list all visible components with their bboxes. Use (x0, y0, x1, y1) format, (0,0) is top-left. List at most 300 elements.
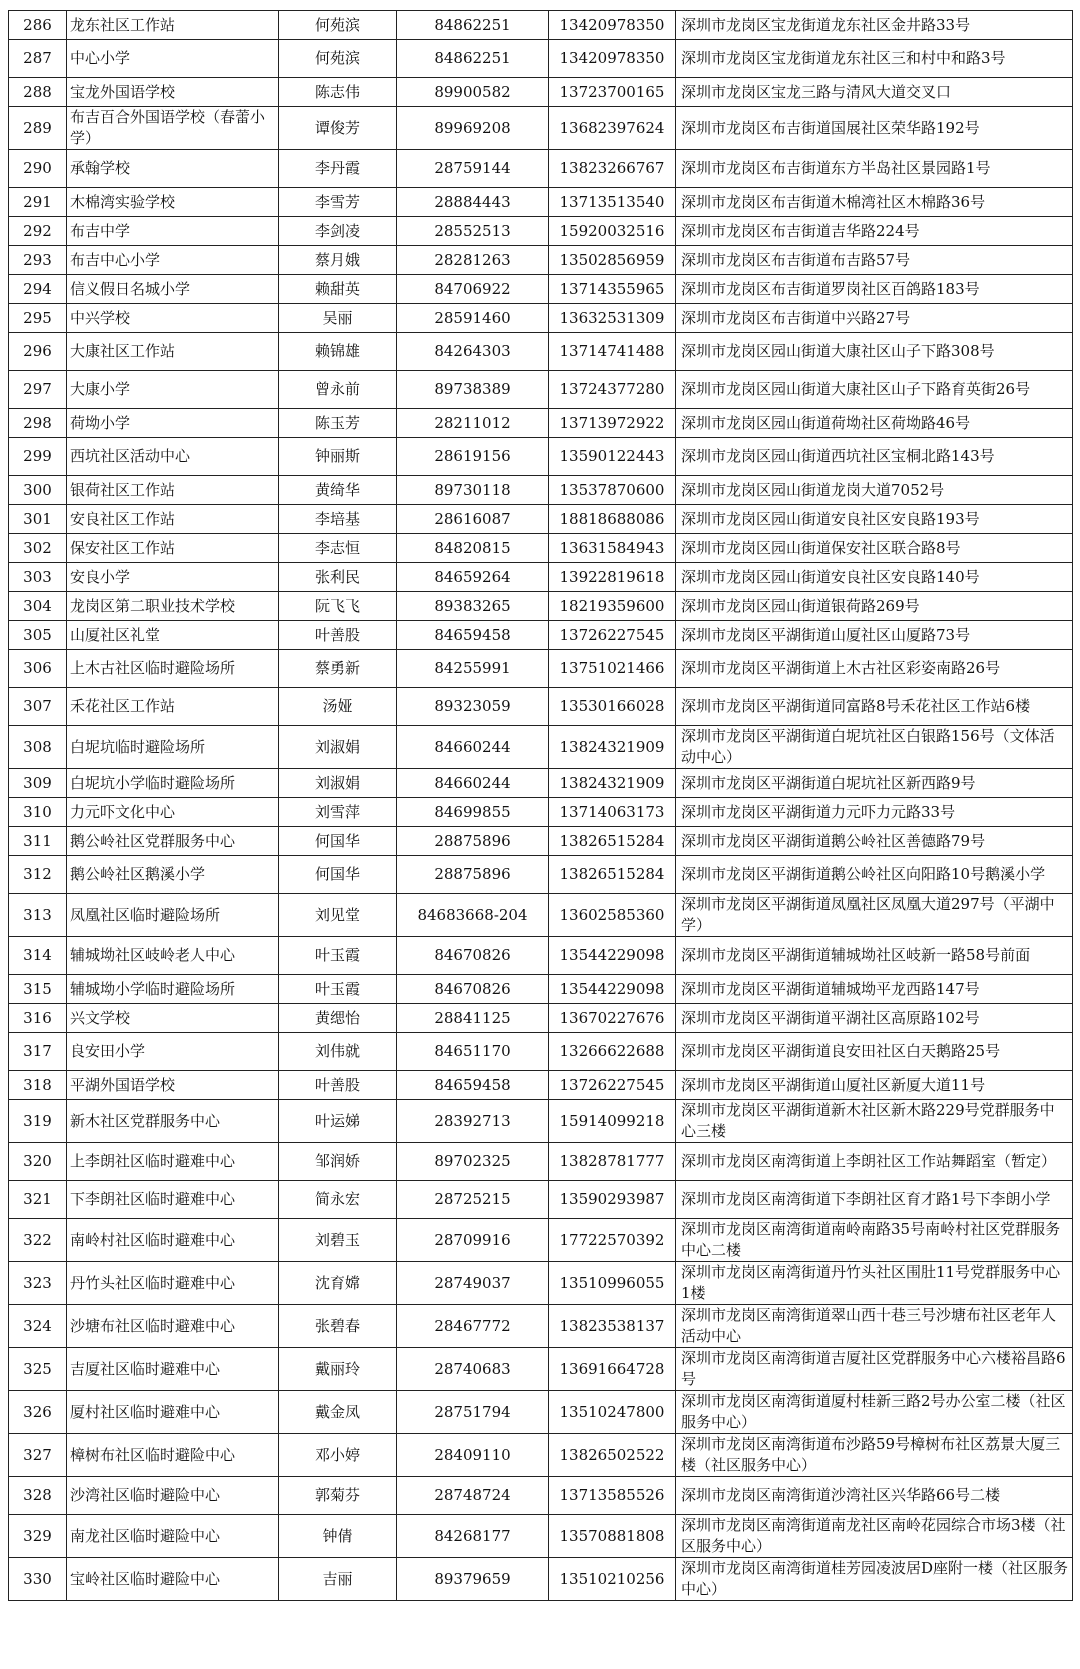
cell-contact: 叶善股 (279, 1071, 397, 1100)
cell-name: 龙东社区工作站 (67, 11, 279, 40)
cell-no: 324 (9, 1305, 67, 1348)
cell-phone: 84659458 (397, 621, 549, 650)
table-row (9, 11, 1073, 40)
cell-name: 力元吓文化中心 (67, 798, 279, 827)
cell-no: 295 (9, 304, 67, 333)
cell-no: 301 (9, 505, 67, 534)
cell-name: 良安田小学 (67, 1033, 279, 1071)
cell-no: 292 (9, 217, 67, 246)
cell-name: 布吉中学 (67, 217, 279, 246)
cell-mobile: 13537870600 (549, 476, 676, 505)
table-row (9, 304, 1073, 333)
table-row (9, 40, 1073, 78)
cell-name: 樟树布社区临时避险中心 (67, 1434, 279, 1477)
cell-name: 白坭坑临时避险场所 (67, 726, 279, 769)
cell-mobile: 13824321909 (549, 726, 676, 769)
cell-name: 布吉百合外国语学校（春蕾小学） (67, 107, 279, 150)
cell-contact: 刘雪萍 (279, 798, 397, 827)
cell-mobile: 13824321909 (549, 769, 676, 798)
table-row (9, 975, 1073, 1004)
cell-contact: 李培基 (279, 505, 397, 534)
cell-mobile: 13723700165 (549, 78, 676, 107)
cell-mobile: 17722570392 (549, 1219, 676, 1262)
cell-address: 深圳市龙岗区布吉街道布吉路57号 (676, 246, 1073, 275)
cell-phone: 84683668-204 (397, 894, 549, 937)
cell-no: 323 (9, 1262, 67, 1305)
cell-no: 305 (9, 621, 67, 650)
table-row (9, 505, 1073, 534)
cell-phone: 89379659 (397, 1558, 549, 1601)
cell-no: 307 (9, 688, 67, 726)
cell-phone: 28740683 (397, 1348, 549, 1391)
cell-name: 银荷社区工作站 (67, 476, 279, 505)
cell-no: 287 (9, 40, 67, 78)
cell-mobile: 13726227545 (549, 1071, 676, 1100)
cell-address: 深圳市龙岗区宝龙街道龙东社区金井路33号 (676, 11, 1073, 40)
cell-contact: 邹润娇 (279, 1143, 397, 1181)
cell-phone: 89900582 (397, 78, 549, 107)
cell-mobile: 13826502522 (549, 1434, 676, 1477)
cell-name: 辅城坳小学临时避险场所 (67, 975, 279, 1004)
cell-contact: 何苑滨 (279, 11, 397, 40)
cell-phone: 28725215 (397, 1181, 549, 1219)
cell-address: 深圳市龙岗区平湖街道同富路8号禾花社区工作站6楼 (676, 688, 1073, 726)
cell-name: 布吉中心小学 (67, 246, 279, 275)
cell-name: 中兴学校 (67, 304, 279, 333)
cell-address: 深圳市龙岗区平湖街道力元吓力元路33号 (676, 798, 1073, 827)
cell-mobile: 13828781777 (549, 1143, 676, 1181)
table-row (9, 894, 1073, 937)
cell-phone: 28616087 (397, 505, 549, 534)
table-row (9, 1004, 1073, 1033)
cell-phone: 84820815 (397, 534, 549, 563)
cell-phone: 28552513 (397, 217, 549, 246)
cell-address: 深圳市龙岗区园山街道安良社区安良路140号 (676, 563, 1073, 592)
cell-name: 沙塘布社区临时避难中心 (67, 1305, 279, 1348)
table-row (9, 371, 1073, 409)
cell-no: 290 (9, 150, 67, 188)
cell-no: 308 (9, 726, 67, 769)
cell-contact: 刘淑娟 (279, 769, 397, 798)
cell-name: 荷坳小学 (67, 409, 279, 438)
cell-contact: 刘伟就 (279, 1033, 397, 1071)
table-row (9, 438, 1073, 476)
cell-phone: 84862251 (397, 40, 549, 78)
cell-phone: 28759144 (397, 150, 549, 188)
cell-name: 南龙社区临时避险中心 (67, 1515, 279, 1558)
cell-address: 深圳市龙岗区布吉街道中兴路27号 (676, 304, 1073, 333)
cell-phone: 28467772 (397, 1305, 549, 1348)
cell-phone: 84264303 (397, 333, 549, 371)
cell-no: 310 (9, 798, 67, 827)
cell-phone: 28281263 (397, 246, 549, 275)
cell-name: 平湖外国语学校 (67, 1071, 279, 1100)
cell-mobile: 13714063173 (549, 798, 676, 827)
cell-mobile: 15920032516 (549, 217, 676, 246)
cell-contact: 赖锦雄 (279, 333, 397, 371)
cell-contact: 张利民 (279, 563, 397, 592)
table-row (9, 1305, 1073, 1348)
cell-contact: 李丹霞 (279, 150, 397, 188)
cell-name: 辅城坳社区岐岭老人中心 (67, 937, 279, 975)
cell-name: 大康小学 (67, 371, 279, 409)
cell-address: 深圳市龙岗区布吉街道罗岗社区百鸽路183号 (676, 275, 1073, 304)
cell-address: 深圳市龙岗区园山街道龙岗大道7052号 (676, 476, 1073, 505)
cell-mobile: 13714741488 (549, 333, 676, 371)
cell-no: 286 (9, 11, 67, 40)
table-row (9, 769, 1073, 798)
cell-contact: 阮飞飞 (279, 592, 397, 621)
cell-mobile: 13826515284 (549, 856, 676, 894)
cell-no: 311 (9, 827, 67, 856)
cell-contact: 钟丽斯 (279, 438, 397, 476)
cell-mobile: 13544229098 (549, 975, 676, 1004)
cell-mobile: 18219359600 (549, 592, 676, 621)
cell-phone: 28591460 (397, 304, 549, 333)
cell-no: 291 (9, 188, 67, 217)
cell-phone: 89730118 (397, 476, 549, 505)
cell-mobile: 13823538137 (549, 1305, 676, 1348)
cell-name: 山厦社区礼堂 (67, 621, 279, 650)
cell-mobile: 15914099218 (549, 1100, 676, 1143)
cell-address: 深圳市龙岗区平湖街道鹅公岭社区向阳路10号鹅溪小学 (676, 856, 1073, 894)
cell-phone: 84699855 (397, 798, 549, 827)
cell-mobile: 13510210256 (549, 1558, 676, 1601)
table-row (9, 1033, 1073, 1071)
table-row (9, 188, 1073, 217)
cell-mobile: 13590122443 (549, 438, 676, 476)
cell-mobile: 13682397624 (549, 107, 676, 150)
cell-address: 深圳市龙岗区布吉街道木棉湾社区木棉路36号 (676, 188, 1073, 217)
table-row (9, 333, 1073, 371)
cell-phone: 84268177 (397, 1515, 549, 1558)
cell-no: 330 (9, 1558, 67, 1601)
cell-name: 信义假日名城小学 (67, 275, 279, 304)
cell-contact: 汤娅 (279, 688, 397, 726)
cell-no: 309 (9, 769, 67, 798)
table-row (9, 937, 1073, 975)
cell-phone: 89702325 (397, 1143, 549, 1181)
cell-name: 南岭村社区临时避难中心 (67, 1219, 279, 1262)
table-row (9, 1391, 1073, 1434)
cell-address: 深圳市龙岗区园山街道荷坳社区荷坳路46号 (676, 409, 1073, 438)
cell-contact: 钟倩 (279, 1515, 397, 1558)
cell-contact: 郭菊芬 (279, 1477, 397, 1515)
cell-phone: 84660244 (397, 726, 549, 769)
cell-phone: 89969208 (397, 107, 549, 150)
cell-address: 深圳市龙岗区南湾街道南岭南路35号南岭村社区党群服务中心二楼 (676, 1219, 1073, 1262)
cell-no: 319 (9, 1100, 67, 1143)
cell-phone: 84862251 (397, 11, 549, 40)
cell-name: 厦村社区临时避难中心 (67, 1391, 279, 1434)
cell-phone: 28875896 (397, 827, 549, 856)
cell-address: 深圳市龙岗区南湾街道布沙路59号樟树布社区荔景大厦三楼（社区服务中心） (676, 1434, 1073, 1477)
cell-no: 316 (9, 1004, 67, 1033)
cell-name: 新木社区党群服务中心 (67, 1100, 279, 1143)
cell-address: 深圳市龙岗区南湾街道丹竹头社区围肚11号党群服务中心1楼 (676, 1262, 1073, 1305)
table-row (9, 827, 1073, 856)
cell-address: 深圳市龙岗区南湾街道桂芳园凌波居D座附一楼（社区服务中心） (676, 1558, 1073, 1601)
table-row (9, 78, 1073, 107)
table-row (9, 1477, 1073, 1515)
cell-address: 深圳市龙岗区园山街道保安社区联合路8号 (676, 534, 1073, 563)
cell-mobile: 13266622688 (549, 1033, 676, 1071)
cell-mobile: 18818688086 (549, 505, 676, 534)
table-row (9, 409, 1073, 438)
cell-address: 深圳市龙岗区南湾街道翠山西十巷三号沙塘布社区老年人活动中心 (676, 1305, 1073, 1348)
cell-no: 320 (9, 1143, 67, 1181)
cell-address: 深圳市龙岗区布吉街道国展社区荣华路192号 (676, 107, 1073, 150)
cell-contact: 李雪芳 (279, 188, 397, 217)
cell-name: 安良社区工作站 (67, 505, 279, 534)
cell-mobile: 13670227676 (549, 1004, 676, 1033)
cell-contact: 蔡勇新 (279, 650, 397, 688)
table-row (9, 563, 1073, 592)
table-row (9, 1515, 1073, 1558)
cell-no: 298 (9, 409, 67, 438)
cell-contact: 何国华 (279, 856, 397, 894)
cell-phone: 28392713 (397, 1100, 549, 1143)
cell-no: 297 (9, 371, 67, 409)
table-row (9, 1219, 1073, 1262)
cell-no: 325 (9, 1348, 67, 1391)
cell-name: 中心小学 (67, 40, 279, 78)
cell-mobile: 13823266767 (549, 150, 676, 188)
cell-address: 深圳市龙岗区平湖街道鹅公岭社区善德路79号 (676, 827, 1073, 856)
cell-phone: 28749037 (397, 1262, 549, 1305)
cell-contact: 吉丽 (279, 1558, 397, 1601)
cell-address: 深圳市龙岗区南湾街道南龙社区南岭花园综合市场3楼（社区服务中心） (676, 1515, 1073, 1558)
cell-name: 上木古社区临时避险场所 (67, 650, 279, 688)
cell-mobile: 13590293987 (549, 1181, 676, 1219)
cell-address: 深圳市龙岗区园山街道银荷路269号 (676, 592, 1073, 621)
cell-address: 深圳市龙岗区园山街道大康社区山子下路育英街26号 (676, 371, 1073, 409)
cell-no: 312 (9, 856, 67, 894)
cell-no: 313 (9, 894, 67, 937)
table-row (9, 1100, 1073, 1143)
cell-name: 上李朗社区临时避难中心 (67, 1143, 279, 1181)
cell-mobile: 13570881808 (549, 1515, 676, 1558)
cell-mobile: 13510996055 (549, 1262, 676, 1305)
cell-contact: 吴丽 (279, 304, 397, 333)
cell-no: 302 (9, 534, 67, 563)
cell-address: 深圳市龙岗区园山街道大康社区山子下路308号 (676, 333, 1073, 371)
cell-mobile: 13530166028 (549, 688, 676, 726)
cell-phone: 89383265 (397, 592, 549, 621)
cell-phone: 84670826 (397, 937, 549, 975)
cell-name: 保安社区工作站 (67, 534, 279, 563)
cell-no: 306 (9, 650, 67, 688)
cell-name: 凤凰社区临时避险场所 (67, 894, 279, 937)
cell-mobile: 13602585360 (549, 894, 676, 937)
cell-contact: 张碧春 (279, 1305, 397, 1348)
cell-address: 深圳市龙岗区南湾街道沙湾社区兴华路66号二楼 (676, 1477, 1073, 1515)
table-row (9, 150, 1073, 188)
cell-no: 317 (9, 1033, 67, 1071)
cell-contact: 戴金凤 (279, 1391, 397, 1434)
cell-contact: 戴丽玲 (279, 1348, 397, 1391)
cell-no: 288 (9, 78, 67, 107)
cell-address: 深圳市龙岗区园山街道安良社区安良路193号 (676, 505, 1073, 534)
cell-no: 322 (9, 1219, 67, 1262)
cell-mobile: 13420978350 (549, 40, 676, 78)
cell-name: 安良小学 (67, 563, 279, 592)
cell-contact: 黄缌怡 (279, 1004, 397, 1033)
cell-name: 白坭坑小学临时避险场所 (67, 769, 279, 798)
cell-mobile: 13714355965 (549, 275, 676, 304)
table-row (9, 246, 1073, 275)
cell-no: 315 (9, 975, 67, 1004)
cell-mobile: 13726227545 (549, 621, 676, 650)
cell-phone: 28409110 (397, 1434, 549, 1477)
table-row (9, 1071, 1073, 1100)
cell-address: 深圳市龙岗区宝龙街道龙东社区三和村中和路3号 (676, 40, 1073, 78)
cell-no: 304 (9, 592, 67, 621)
table-row (9, 688, 1073, 726)
cell-phone: 84670826 (397, 975, 549, 1004)
cell-contact: 刘见堂 (279, 894, 397, 937)
cell-name: 沙湾社区临时避险中心 (67, 1477, 279, 1515)
cell-phone: 28619156 (397, 438, 549, 476)
table-row (9, 726, 1073, 769)
cell-phone: 84659264 (397, 563, 549, 592)
cell-mobile: 13510247800 (549, 1391, 676, 1434)
table-row (9, 621, 1073, 650)
cell-name: 大康社区工作站 (67, 333, 279, 371)
cell-mobile: 13691664728 (549, 1348, 676, 1391)
cell-name: 吉厦社区临时避难中心 (67, 1348, 279, 1391)
cell-mobile: 13632531309 (549, 304, 676, 333)
cell-mobile: 13713513540 (549, 188, 676, 217)
cell-name: 鹅公岭社区党群服务中心 (67, 827, 279, 856)
cell-mobile: 13922819618 (549, 563, 676, 592)
cell-name: 兴文学校 (67, 1004, 279, 1033)
cell-name: 龙岗区第二职业技术学校 (67, 592, 279, 621)
table-row (9, 107, 1073, 150)
cell-no: 326 (9, 1391, 67, 1434)
cell-contact: 邓小婷 (279, 1434, 397, 1477)
table-body (9, 11, 1073, 1601)
cell-phone: 84660244 (397, 769, 549, 798)
cell-no: 294 (9, 275, 67, 304)
cell-phone: 28211012 (397, 409, 549, 438)
cell-address: 深圳市龙岗区平湖街道白坭坑社区白银路156号（文体活动中心） (676, 726, 1073, 769)
table-row (9, 275, 1073, 304)
cell-mobile: 13713585526 (549, 1477, 676, 1515)
cell-address: 深圳市龙岗区平湖街道辅城坳社区岐新一路58号前面 (676, 937, 1073, 975)
cell-address: 深圳市龙岗区平湖街道凤凰社区凤凰大道297号（平湖中学） (676, 894, 1073, 937)
cell-contact: 陈志伟 (279, 78, 397, 107)
cell-contact: 叶运娣 (279, 1100, 397, 1143)
cell-address: 深圳市龙岗区平湖街道白坭坑社区新西路9号 (676, 769, 1073, 798)
cell-contact: 何苑滨 (279, 40, 397, 78)
cell-phone: 28751794 (397, 1391, 549, 1434)
cell-address: 深圳市龙岗区布吉街道东方半岛社区景园路1号 (676, 150, 1073, 188)
table-row (9, 798, 1073, 827)
cell-name: 禾花社区工作站 (67, 688, 279, 726)
cell-name: 宝龙外国语学校 (67, 78, 279, 107)
shelter-table (8, 10, 1073, 1601)
cell-address: 深圳市龙岗区平湖街道良安田社区白天鹅路25号 (676, 1033, 1073, 1071)
cell-contact: 简永宏 (279, 1181, 397, 1219)
table-row (9, 476, 1073, 505)
cell-name: 下李朗社区临时避难中心 (67, 1181, 279, 1219)
cell-mobile: 13544229098 (549, 937, 676, 975)
cell-contact: 蔡月娥 (279, 246, 397, 275)
cell-contact: 何国华 (279, 827, 397, 856)
cell-phone: 84651170 (397, 1033, 549, 1071)
table-row (9, 1262, 1073, 1305)
cell-contact: 李志恒 (279, 534, 397, 563)
cell-address: 深圳市龙岗区平湖街道辅城坳平龙西路147号 (676, 975, 1073, 1004)
cell-phone: 84255991 (397, 650, 549, 688)
cell-phone: 89323059 (397, 688, 549, 726)
cell-contact: 叶玉霞 (279, 937, 397, 975)
table-row (9, 534, 1073, 563)
cell-address: 深圳市龙岗区布吉街道吉华路224号 (676, 217, 1073, 246)
cell-phone: 84659458 (397, 1071, 549, 1100)
table-row (9, 592, 1073, 621)
cell-name: 承翰学校 (67, 150, 279, 188)
cell-mobile: 13713972922 (549, 409, 676, 438)
cell-phone: 89738389 (397, 371, 549, 409)
cell-contact: 谭俊芳 (279, 107, 397, 150)
table-row (9, 856, 1073, 894)
cell-contact: 叶玉霞 (279, 975, 397, 1004)
cell-contact: 李剑凌 (279, 217, 397, 246)
table-row (9, 1434, 1073, 1477)
cell-phone: 28875896 (397, 856, 549, 894)
cell-no: 289 (9, 107, 67, 150)
table-row (9, 1181, 1073, 1219)
cell-address: 深圳市龙岗区园山街道西坑社区宝桐北路143号 (676, 438, 1073, 476)
cell-mobile: 13420978350 (549, 11, 676, 40)
cell-no: 327 (9, 1434, 67, 1477)
cell-no: 314 (9, 937, 67, 975)
cell-name: 鹅公岭社区鹅溪小学 (67, 856, 279, 894)
cell-no: 299 (9, 438, 67, 476)
cell-address: 深圳市龙岗区南湾街道上李朗社区工作站舞蹈室（暂定） (676, 1143, 1073, 1181)
cell-no: 300 (9, 476, 67, 505)
cell-contact: 叶善股 (279, 621, 397, 650)
cell-no: 328 (9, 1477, 67, 1515)
cell-contact: 陈玉芳 (279, 409, 397, 438)
cell-mobile: 13631584943 (549, 534, 676, 563)
cell-phone: 84706922 (397, 275, 549, 304)
table-row (9, 1558, 1073, 1601)
cell-mobile: 13751021466 (549, 650, 676, 688)
cell-mobile: 13724377280 (549, 371, 676, 409)
cell-address: 深圳市龙岗区平湖街道山厦社区新厦大道11号 (676, 1071, 1073, 1100)
cell-address: 深圳市龙岗区平湖街道上木古社区彩姿南路26号 (676, 650, 1073, 688)
cell-contact: 赖甜英 (279, 275, 397, 304)
cell-contact: 刘碧玉 (279, 1219, 397, 1262)
cell-address: 深圳市龙岗区宝龙三路与清风大道交叉口 (676, 78, 1073, 107)
cell-phone: 28841125 (397, 1004, 549, 1033)
cell-contact: 黄绮华 (279, 476, 397, 505)
table-row (9, 650, 1073, 688)
cell-name: 宝岭社区临时避险中心 (67, 1558, 279, 1601)
cell-phone: 28884443 (397, 188, 549, 217)
table-row (9, 1348, 1073, 1391)
cell-no: 321 (9, 1181, 67, 1219)
cell-no: 293 (9, 246, 67, 275)
cell-address: 深圳市龙岗区南湾街道吉厦社区党群服务中心六楼裕昌路6号 (676, 1348, 1073, 1391)
cell-mobile: 13502856959 (549, 246, 676, 275)
cell-name: 丹竹头社区临时避难中心 (67, 1262, 279, 1305)
cell-phone: 28748724 (397, 1477, 549, 1515)
cell-address: 深圳市龙岗区南湾街道厦村桂新三路2号办公室二楼（社区服务中心） (676, 1391, 1073, 1434)
